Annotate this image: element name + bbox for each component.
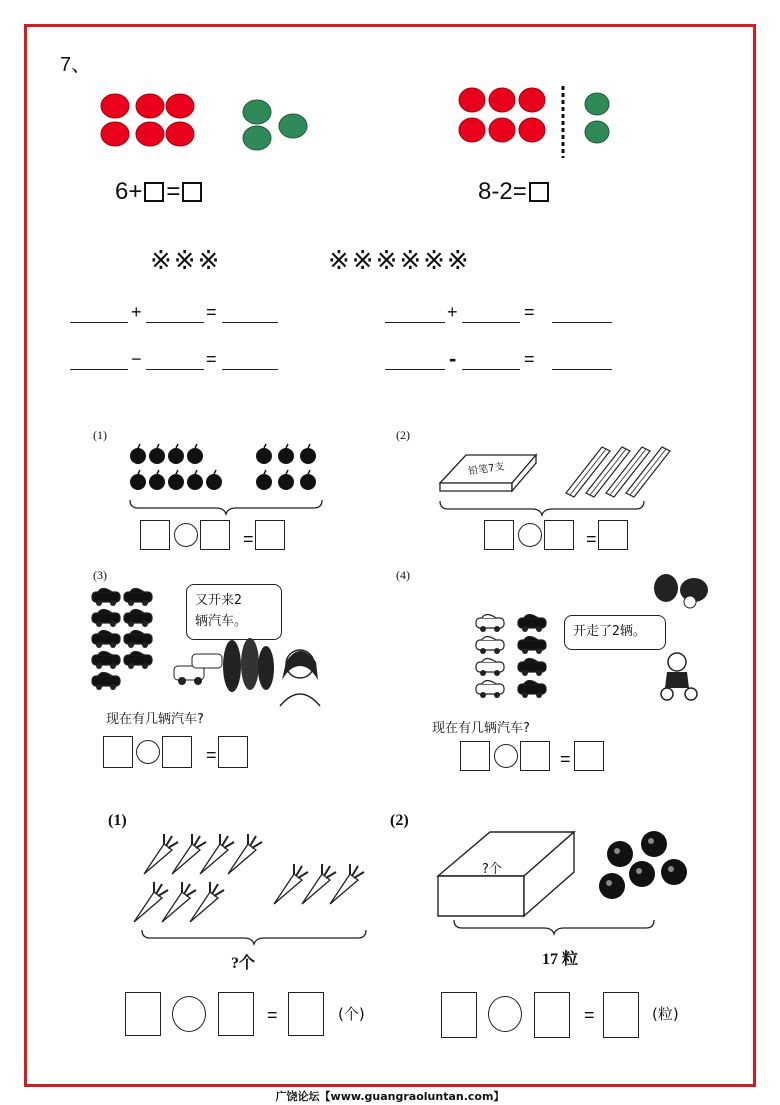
blank-line[interactable] <box>222 322 278 323</box>
operator-circle[interactable] <box>488 996 522 1032</box>
car-icon <box>476 618 504 628</box>
speech-bubble: 开走了2辆。 <box>564 615 666 650</box>
apple-icon <box>300 474 316 490</box>
pencil-box-label: 铅笔7支 <box>467 461 506 478</box>
question-text: 现在有几辆汽车? <box>432 721 530 736</box>
green-dot <box>585 121 609 143</box>
operator-circle[interactable] <box>518 523 542 547</box>
pencil-box-illustration <box>436 445 666 520</box>
red-dot <box>459 118 485 142</box>
equals-sign: = <box>584 1005 595 1025</box>
carrot-icon <box>274 874 302 904</box>
problem-label: (1) <box>108 812 127 829</box>
red-dot <box>519 88 545 112</box>
equals-sign: = <box>206 302 217 322</box>
plus-sign: + <box>131 302 142 322</box>
symbols-left: ※※※ <box>150 246 222 276</box>
red-dot <box>166 122 194 146</box>
apples-illustration <box>128 444 328 514</box>
carrot-icon <box>302 874 330 904</box>
blank-line[interactable] <box>70 322 128 323</box>
car-icon <box>92 592 120 602</box>
operator-circle[interactable] <box>136 740 160 764</box>
speech-bubble <box>186 584 282 640</box>
dots-group-left <box>95 92 315 152</box>
unit-label: (个) <box>338 1005 365 1023</box>
apple-icon <box>149 474 165 490</box>
apple-icon <box>278 448 294 464</box>
car-icon <box>124 592 152 602</box>
ball-icon <box>607 841 633 867</box>
red-dot <box>166 94 194 118</box>
carrot-icon <box>190 892 218 922</box>
cars-stack-illustration <box>90 584 160 699</box>
answer-box[interactable] <box>103 736 133 768</box>
red-dot <box>519 118 545 142</box>
apple-icon <box>256 474 272 490</box>
equation-right-prefix: 8-2= <box>478 178 527 205</box>
total-label: 17 粒 <box>542 951 579 968</box>
car-icon <box>92 613 120 623</box>
answer-box[interactable] <box>218 992 254 1036</box>
box-label: ?个 <box>482 862 502 877</box>
answer-box[interactable] <box>140 520 170 550</box>
apple-icon <box>149 448 165 464</box>
car-icon <box>124 655 152 665</box>
dots-group-right <box>455 86 615 161</box>
answer-box[interactable] <box>484 520 514 550</box>
question-number: 7、 <box>60 54 92 76</box>
blank-line[interactable] <box>70 369 128 370</box>
gum-box-illustration <box>434 822 674 932</box>
red-dot <box>136 122 164 146</box>
red-dots-6 <box>459 88 545 142</box>
equals-sign: = <box>206 745 217 765</box>
answer-box[interactable] <box>603 992 639 1038</box>
equals-sign: = <box>524 349 535 369</box>
problem-label: (4) <box>396 568 410 582</box>
carrot-icon <box>172 844 200 874</box>
answer-box[interactable] <box>544 520 574 550</box>
problem-label: (2) <box>390 812 409 829</box>
equals-sign: = <box>243 529 254 549</box>
question-text: 现在有几辆汽车? <box>106 712 204 727</box>
unit-label: (粒) <box>652 1005 679 1023</box>
green-dot <box>279 114 307 138</box>
ball-icon <box>599 873 625 899</box>
operator-circle[interactable] <box>174 523 198 547</box>
blank-line[interactable] <box>552 369 612 370</box>
blank-line[interactable] <box>462 322 520 323</box>
carrot-icon <box>330 874 358 904</box>
equals-sign: = <box>560 749 571 769</box>
equation-left <box>115 178 202 206</box>
green-dot <box>585 93 609 115</box>
red-dot <box>489 118 515 142</box>
answer-box[interactable] <box>598 520 628 550</box>
bubble-line: 辆汽车。 <box>195 613 248 629</box>
cars-rows-illustration <box>472 610 572 710</box>
red-dot <box>101 122 129 146</box>
rider-illustration <box>655 648 705 703</box>
equals-sign: = <box>524 302 535 322</box>
apple-icon <box>130 448 146 464</box>
operator-circle[interactable] <box>494 744 518 768</box>
blank-line[interactable] <box>385 322 445 323</box>
apple-icon <box>187 448 203 464</box>
equation-right <box>478 178 549 206</box>
red-dot <box>136 94 164 118</box>
ball-icon <box>629 861 655 887</box>
blank-line[interactable] <box>146 322 204 323</box>
green-dots-2 <box>585 93 609 143</box>
brace <box>130 500 322 514</box>
answer-box[interactable] <box>200 520 230 550</box>
car-icon <box>124 634 152 644</box>
car-icon <box>518 684 546 694</box>
brace <box>440 501 644 515</box>
answer-box[interactable] <box>534 992 570 1038</box>
answer-box[interactable] <box>574 741 604 771</box>
car-icon <box>518 662 546 672</box>
blank-line[interactable] <box>462 369 520 370</box>
carrot-icon <box>144 844 172 874</box>
red-dot <box>101 94 129 118</box>
trees-cars-girl-illustration <box>170 636 330 706</box>
answer-box[interactable] <box>144 182 164 202</box>
green-dots-3 <box>243 100 307 150</box>
problem-label: (1) <box>93 428 107 442</box>
car-icon <box>518 640 546 650</box>
symbols-right: ※※※※※※ <box>328 246 471 276</box>
carrot-icon <box>134 892 162 922</box>
red-dot <box>459 88 485 112</box>
green-dot <box>243 126 271 150</box>
car-icon <box>518 618 546 628</box>
problem-label: (3) <box>93 568 107 582</box>
answer-box[interactable] <box>529 182 549 202</box>
carrot-icon <box>228 844 256 874</box>
plus-sign: + <box>447 302 458 322</box>
bubble-line: 又开来2 <box>195 593 242 608</box>
answer-box[interactable] <box>460 741 490 771</box>
apple-icon <box>206 474 222 490</box>
apple-icon <box>256 448 272 464</box>
blank-line[interactable] <box>146 369 204 370</box>
red-dots-6 <box>101 94 194 146</box>
motorbikes-illustration <box>650 570 720 610</box>
car-icon <box>124 613 152 623</box>
car-icon <box>476 684 504 694</box>
blank-line[interactable] <box>222 369 278 370</box>
answer-box[interactable] <box>441 992 477 1038</box>
equals-sign: = <box>586 529 597 549</box>
car-icon <box>476 640 504 650</box>
brace <box>142 930 366 944</box>
apple-icon <box>187 474 203 490</box>
answer-box[interactable] <box>182 182 202 202</box>
page-footer: 广饶论坛【www.guangraoluntan.com】 <box>275 1090 505 1103</box>
ball-icon <box>661 859 687 885</box>
problem-label: (2) <box>396 428 410 442</box>
minus-sign: − <box>131 349 142 369</box>
equation-left-prefix: 6+ <box>115 178 143 205</box>
apple-icon <box>300 448 316 464</box>
answer-box[interactable] <box>162 736 192 768</box>
answer-box[interactable] <box>255 520 285 550</box>
apple-icon <box>278 474 294 490</box>
total-label: ?个 <box>231 955 256 972</box>
car-icon <box>92 655 120 665</box>
apple-icon <box>168 474 184 490</box>
equation-left-equals: = <box>166 178 181 205</box>
car-icon <box>92 634 120 644</box>
blank-line[interactable] <box>385 369 445 370</box>
green-dot <box>243 100 271 124</box>
red-dot <box>489 88 515 112</box>
equals-sign: = <box>267 1005 278 1025</box>
equals-sign: = <box>206 349 217 369</box>
operator-circle[interactable] <box>172 996 206 1032</box>
apple-icon <box>168 448 184 464</box>
minus-sign: - <box>449 346 457 371</box>
car-icon <box>476 662 504 672</box>
apple-icon <box>130 474 146 490</box>
answer-box[interactable] <box>288 992 324 1036</box>
answer-box[interactable] <box>520 741 550 771</box>
blank-line[interactable] <box>552 322 612 323</box>
answer-box[interactable] <box>125 992 161 1036</box>
carrot-icon <box>162 892 190 922</box>
brace <box>454 920 654 934</box>
carrot-icon <box>200 844 228 874</box>
carrots-illustration <box>128 822 368 947</box>
car-icon <box>92 676 120 686</box>
answer-box[interactable] <box>218 736 248 768</box>
ball-icon <box>641 831 667 857</box>
